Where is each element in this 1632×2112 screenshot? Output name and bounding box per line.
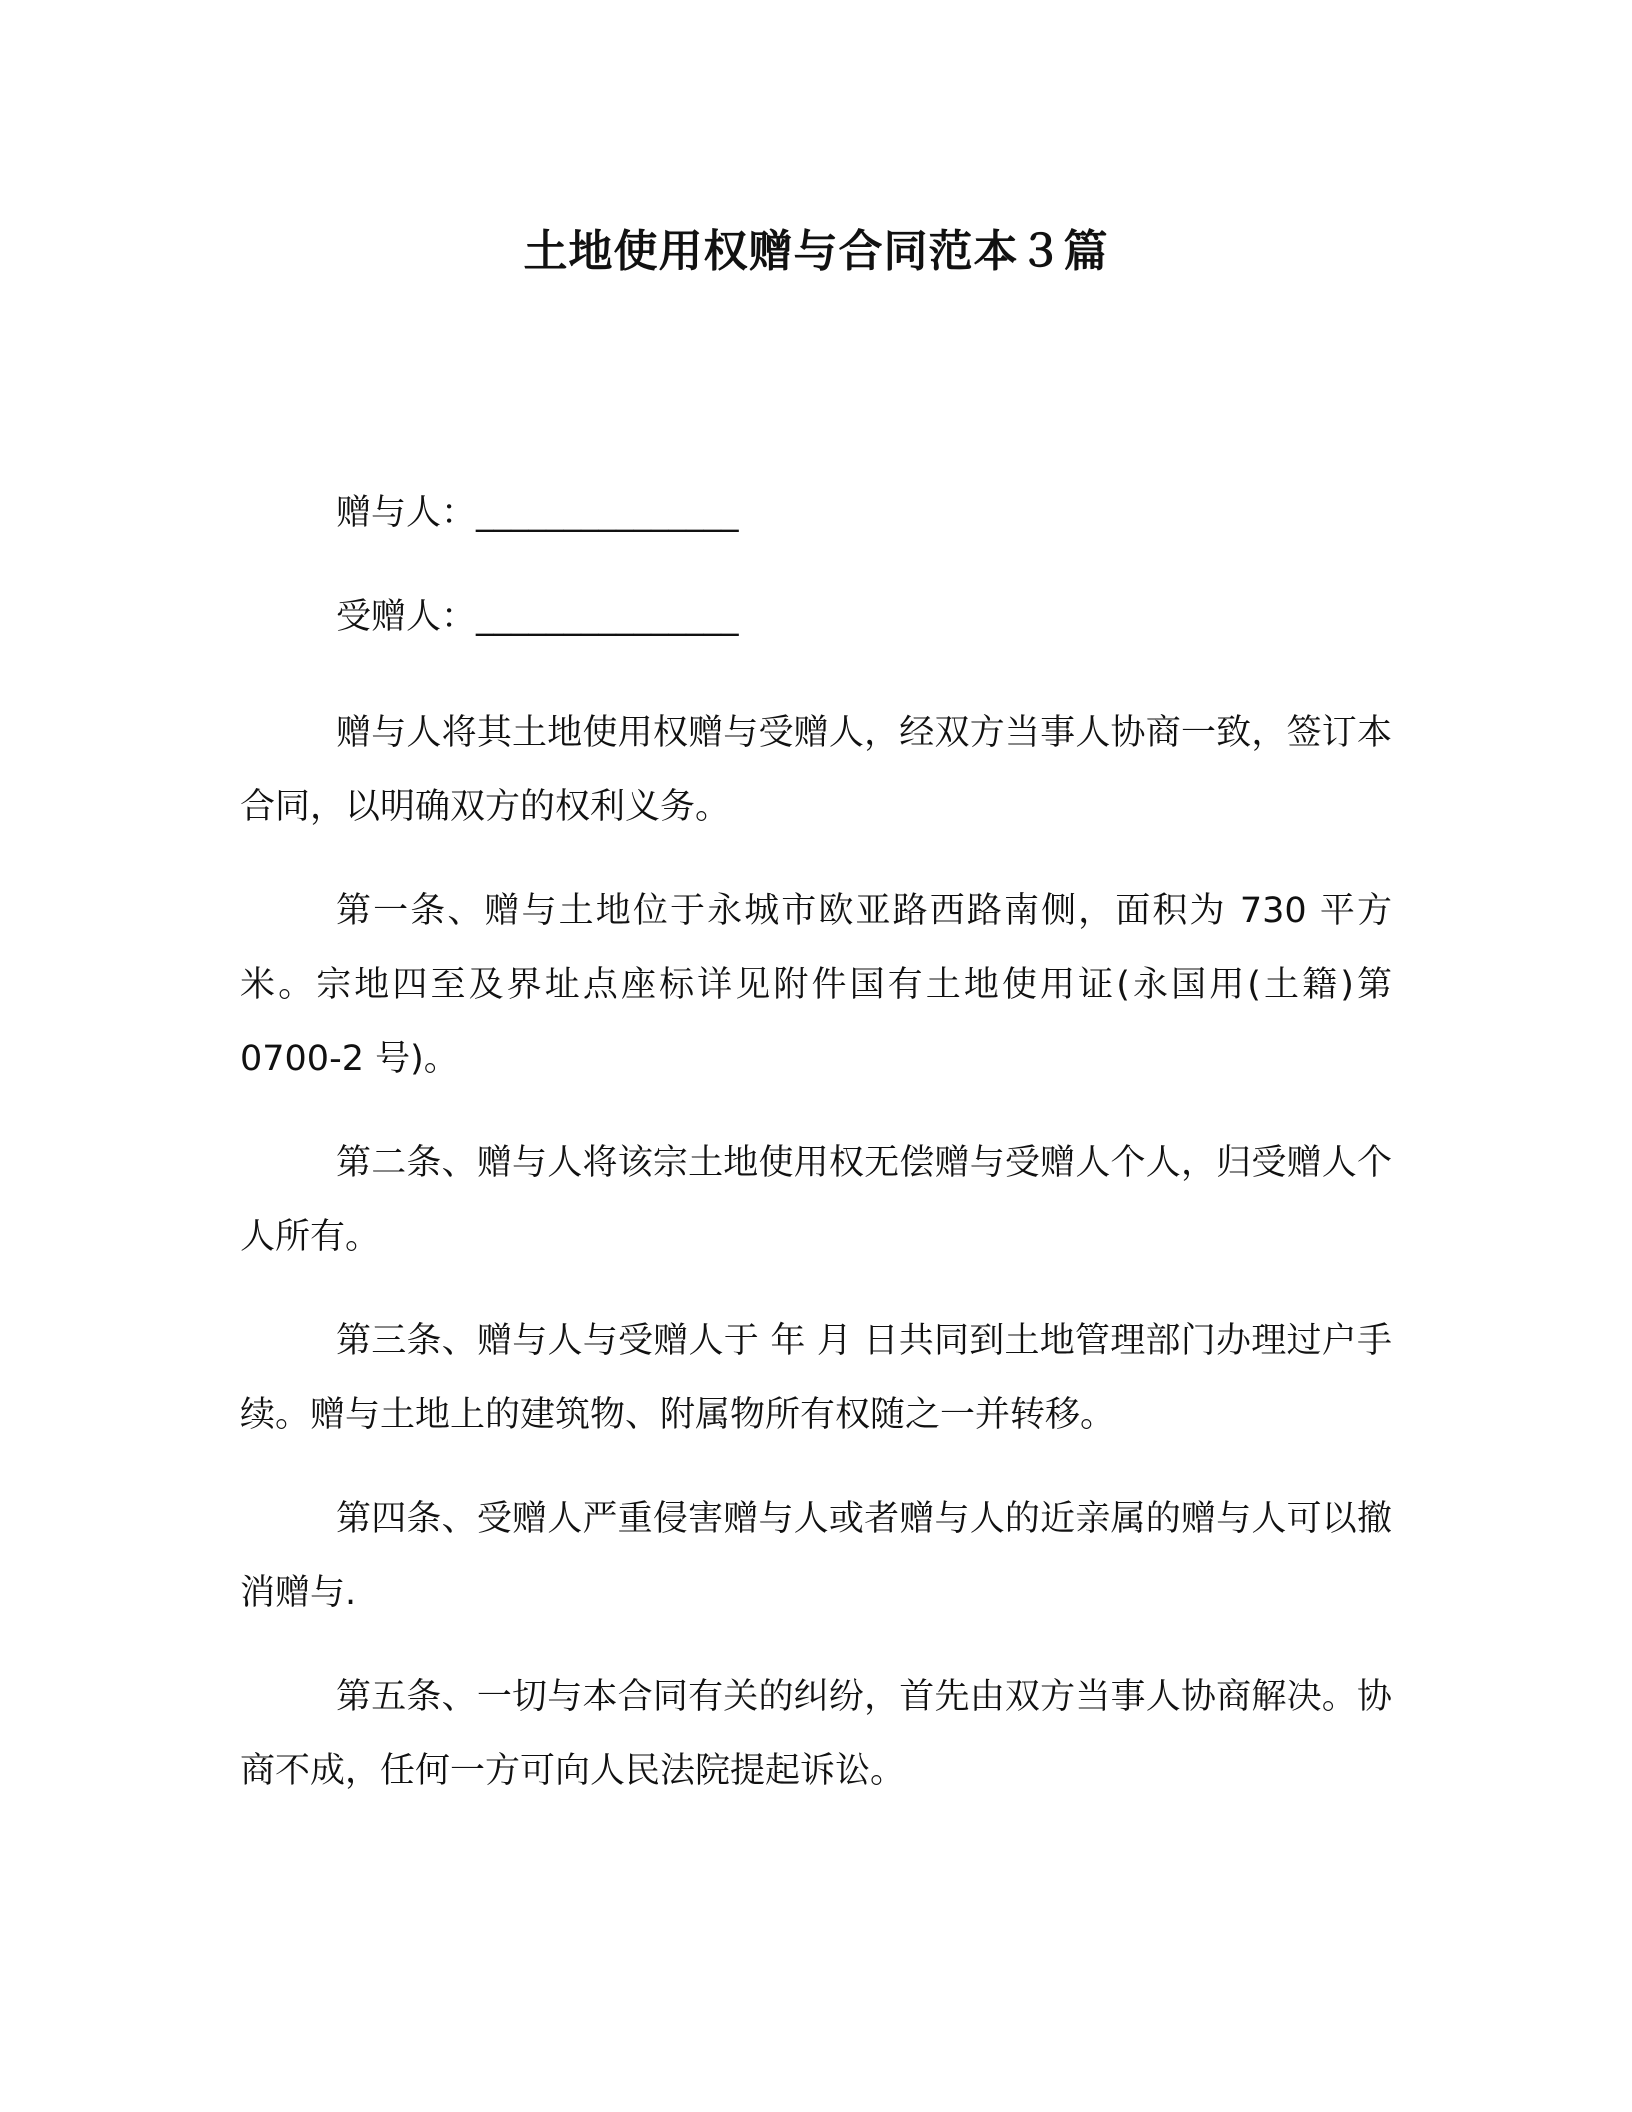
article-1: 第一条、赠与土地位于永城市欧亚路西路南侧，面积为 730 平方米。宗地四至及界址点座标详见附件国有土地使用证(永国用(土籍)第 0700-2 号)。 — [240, 891, 1392, 1079]
document-title: 土地使用权赠与合同范本３篇 — [523, 226, 1109, 277]
article-2: 第二条、赠与人将该宗土地使用权无偿赠与受赠人个人，归受赠人个人所有。 — [240, 1143, 1392, 1257]
document-body — [240, 488, 1392, 1838]
donee-label: 受赠人： — [336, 597, 477, 637]
article-5: 第五条、一切与本合同有关的纠纷，首先由双方当事人协商解决。协商不成，任何一方可向人民法院提起诉讼。 — [240, 1677, 1392, 1791]
article-3: 第三条、赠与人与受赠人于 年 月 日共同到土地管理部门办理过户手续。赠与土地上的建筑物、附属物所有权随之一并转移。 — [240, 1321, 1392, 1435]
article-4: 第四条、受赠人严重侵害赠与人或者赠与人的近亲属的赠与人可以撤消赠与. — [240, 1499, 1392, 1613]
donor-label: 赠与人： — [336, 493, 477, 533]
donor-blank: _______________ — [476, 493, 739, 533]
donee-line — [240, 592, 1392, 642]
donor-line — [240, 488, 1392, 538]
donee-blank: _______________ — [476, 597, 739, 637]
intro-paragraph: 赠与人将其土地使用权赠与受赠人，经双方当事人协商一致，签订本合同，以明确双方的权利义务。 — [240, 713, 1392, 827]
